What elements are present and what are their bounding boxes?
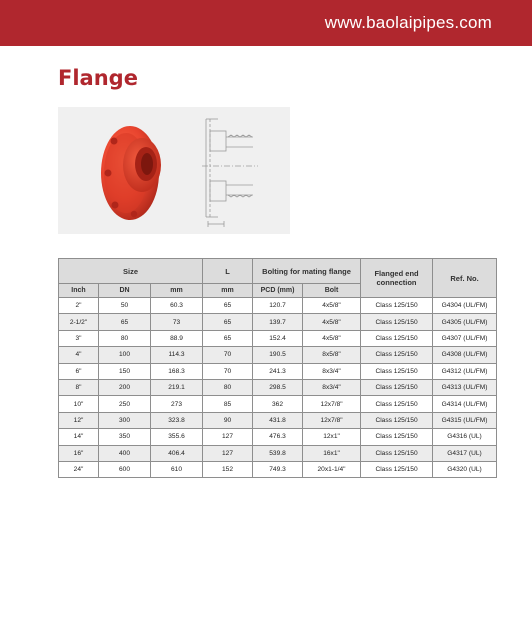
- cell-pcd: 431.8: [253, 412, 303, 428]
- cell-flanged-end: Class 125/150: [361, 429, 433, 445]
- subheader-dn: DN: [99, 284, 151, 298]
- cell-bolt: 12x7/8": [303, 396, 361, 412]
- cell-ref-no: G4313 (UL/FM): [433, 379, 497, 395]
- table-row: [59, 314, 497, 330]
- cell-ref-no: G4320 (UL): [433, 461, 497, 477]
- cell-mm: 88.9: [151, 330, 203, 346]
- cell-bolt: 4x5/8": [303, 330, 361, 346]
- cell-dn: 150: [99, 363, 151, 379]
- header-flanged-end: Flanged end connection: [361, 259, 433, 298]
- header-bolting: Bolting for mating flange: [253, 259, 361, 284]
- cell-dn: 100: [99, 347, 151, 363]
- cell-dn: 400: [99, 445, 151, 461]
- cell-bolt: 4x5/8": [303, 314, 361, 330]
- cell-ref-no: G4316 (UL): [433, 429, 497, 445]
- cell-flanged-end: Class 125/150: [361, 379, 433, 395]
- subheader-bolt: Bolt: [303, 284, 361, 298]
- subheader-mm: mm: [151, 284, 203, 298]
- cell-l-mm: 65: [203, 314, 253, 330]
- cell-pcd: 139.7: [253, 314, 303, 330]
- flange-spec-table: [58, 258, 497, 478]
- cell-pcd: 152.4: [253, 330, 303, 346]
- table-row: [59, 445, 497, 461]
- cell-flanged-end: Class 125/150: [361, 412, 433, 428]
- cell-dn: 65: [99, 314, 151, 330]
- table-row: [59, 412, 497, 428]
- header-ref-no: Ref. No.: [433, 259, 497, 298]
- cell-bolt: 8x5/8": [303, 347, 361, 363]
- top-banner: [0, 0, 532, 46]
- cell-ref-no: G4308 (UL/FM): [433, 347, 497, 363]
- cell-flanged-end: Class 125/150: [361, 363, 433, 379]
- cell-pcd: 749.3: [253, 461, 303, 477]
- cell-mm: 114.3: [151, 347, 203, 363]
- cell-bolt: 4x5/8": [303, 298, 361, 314]
- cell-flanged-end: Class 125/150: [361, 445, 433, 461]
- cell-dn: 350: [99, 429, 151, 445]
- cell-bolt: 16x1": [303, 445, 361, 461]
- cell-inch: 14": [59, 429, 99, 445]
- spec-table-body: [59, 298, 497, 478]
- cell-dn: 80: [99, 330, 151, 346]
- flange-technical-drawing: [58, 107, 290, 234]
- cell-pcd: 476.3: [253, 429, 303, 445]
- cell-bolt: 20x1-1/4": [303, 461, 361, 477]
- table-row: [59, 298, 497, 314]
- cell-ref-no: G4304 (UL/FM): [433, 298, 497, 314]
- table-row: [59, 461, 497, 477]
- cell-l-mm: 152: [203, 461, 253, 477]
- page-title: Flange: [58, 66, 138, 90]
- table-row: [59, 429, 497, 445]
- subheader-inch: Inch: [59, 284, 99, 298]
- cell-l-mm: 90: [203, 412, 253, 428]
- cell-bolt: 8x3/4": [303, 379, 361, 395]
- cell-inch: 10": [59, 396, 99, 412]
- cell-l-mm: 127: [203, 429, 253, 445]
- cell-bolt: 12x1": [303, 429, 361, 445]
- cell-inch: 12": [59, 412, 99, 428]
- cell-pcd: 539.8: [253, 445, 303, 461]
- cell-inch: 2-1/2": [59, 314, 99, 330]
- cell-mm: 355.6: [151, 429, 203, 445]
- cell-ref-no: G4315 (UL/FM): [433, 412, 497, 428]
- cell-l-mm: 127: [203, 445, 253, 461]
- cell-bolt: 8x3/4": [303, 363, 361, 379]
- cell-inch: 16": [59, 445, 99, 461]
- cell-ref-no: G4317 (UL): [433, 445, 497, 461]
- cell-inch: 24": [59, 461, 99, 477]
- cell-mm: 273: [151, 396, 203, 412]
- subheader-l-mm: mm: [203, 284, 253, 298]
- cell-l-mm: 85: [203, 396, 253, 412]
- cell-dn: 250: [99, 396, 151, 412]
- cell-inch: 4": [59, 347, 99, 363]
- cell-mm: 610: [151, 461, 203, 477]
- table-row: [59, 330, 497, 346]
- cell-l-mm: 70: [203, 347, 253, 363]
- cell-l-mm: 70: [203, 363, 253, 379]
- table-row: [59, 379, 497, 395]
- header-size: Size: [59, 259, 203, 284]
- cell-inch: 3": [59, 330, 99, 346]
- cell-l-mm: 80: [203, 379, 253, 395]
- cell-dn: 200: [99, 379, 151, 395]
- table-row: [59, 347, 497, 363]
- cell-ref-no: G4305 (UL/FM): [433, 314, 497, 330]
- cell-flanged-end: Class 125/150: [361, 330, 433, 346]
- cell-mm: 73: [151, 314, 203, 330]
- cell-pcd: 241.3: [253, 363, 303, 379]
- cell-inch: 2": [59, 298, 99, 314]
- cell-pcd: 362: [253, 396, 303, 412]
- cell-flanged-end: Class 125/150: [361, 298, 433, 314]
- cell-dn: 300: [99, 412, 151, 428]
- subheader-pcd: PCD (mm): [253, 284, 303, 298]
- header-l: L: [203, 259, 253, 284]
- cell-mm: 168.3: [151, 363, 203, 379]
- cell-pcd: 190.5: [253, 347, 303, 363]
- cell-mm: 219.1: [151, 379, 203, 395]
- cell-pcd: 298.5: [253, 379, 303, 395]
- cell-inch: 6": [59, 363, 99, 379]
- website-url[interactable]: www.baolaipipes.com: [324, 13, 492, 32]
- cell-dn: 600: [99, 461, 151, 477]
- cell-flanged-end: Class 125/150: [361, 314, 433, 330]
- cell-mm: 406.4: [151, 445, 203, 461]
- table-row: [59, 363, 497, 379]
- cell-mm: 60.3: [151, 298, 203, 314]
- cell-l-mm: 65: [203, 298, 253, 314]
- cell-l-mm: 65: [203, 330, 253, 346]
- cell-bolt: 12x7/8": [303, 412, 361, 428]
- cell-ref-no: G4312 (UL/FM): [433, 363, 497, 379]
- cell-dn: 50: [99, 298, 151, 314]
- cell-ref-no: G4307 (UL/FM): [433, 330, 497, 346]
- cell-mm: 323.8: [151, 412, 203, 428]
- table-row: [59, 396, 497, 412]
- cell-flanged-end: Class 125/150: [361, 461, 433, 477]
- cell-pcd: 120.7: [253, 298, 303, 314]
- cell-flanged-end: Class 125/150: [361, 347, 433, 363]
- cell-inch: 8": [59, 379, 99, 395]
- cell-ref-no: G4314 (UL/FM): [433, 396, 497, 412]
- cell-flanged-end: Class 125/150: [361, 396, 433, 412]
- product-image-panel: [58, 107, 290, 234]
